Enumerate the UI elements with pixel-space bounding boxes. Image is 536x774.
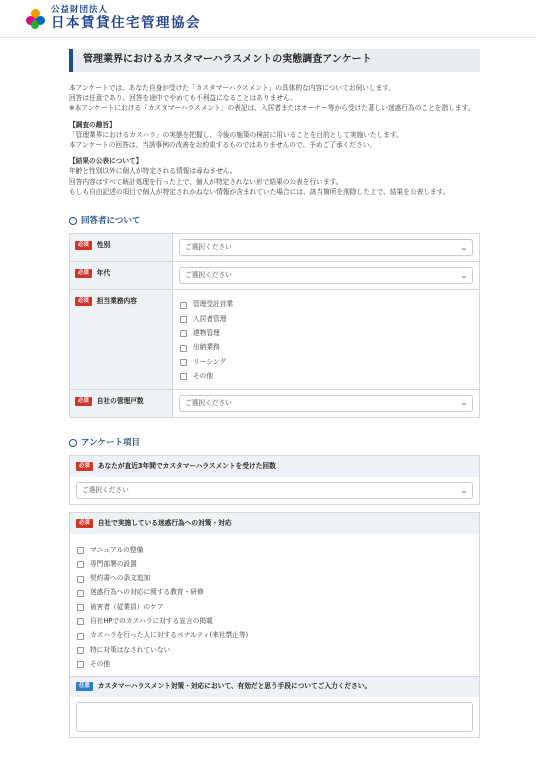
intro-text bbox=[69, 83, 480, 197]
required-badge: 必須 bbox=[76, 462, 93, 471]
checkbox-option[interactable] bbox=[77, 643, 473, 657]
field-input-cell bbox=[173, 234, 480, 262]
checkbox-option[interactable] bbox=[77, 543, 473, 557]
respondent-form bbox=[69, 233, 480, 418]
form-row-age bbox=[70, 262, 480, 290]
checkbox-option[interactable] bbox=[180, 327, 473, 341]
section-heading-survey bbox=[69, 437, 480, 449]
question-label: カスタマーハラスメント対策・対応において、有効だと思う手段についてご入力ください。 bbox=[97, 682, 372, 691]
question-label: 自社で実施している迷惑行為への対策・対応 bbox=[97, 518, 232, 527]
checkbox-option[interactable] bbox=[180, 370, 473, 384]
form-row-gender bbox=[70, 234, 480, 262]
form-row-duties bbox=[70, 290, 480, 390]
required-badge: 必須 bbox=[75, 241, 92, 250]
site-header bbox=[0, 0, 536, 38]
publish-text: もしも自由記述の項目で個人が特定されかねない情報が含まれていた場合には、該当箇所を削除した上で、結果を公表します。 bbox=[69, 187, 450, 196]
field-label: 年代 bbox=[96, 269, 111, 278]
checkbox-option[interactable] bbox=[180, 341, 473, 355]
purpose-heading: 【調査の趣旨】 bbox=[69, 120, 116, 129]
checkbox[interactable] bbox=[77, 661, 84, 668]
checkbox-option[interactable] bbox=[77, 558, 473, 572]
intro-paragraph: 回答は任意であり、回答を途中でやめても不利益になることはありません。 bbox=[69, 94, 297, 103]
question-body bbox=[70, 697, 479, 737]
checkbox-option[interactable] bbox=[77, 615, 473, 629]
checkbox[interactable] bbox=[180, 330, 187, 337]
logo-icon[interactable] bbox=[26, 9, 46, 29]
checkbox[interactable] bbox=[77, 561, 84, 568]
required-badge: 必須 bbox=[75, 397, 92, 406]
logo-title: 日本賃貸住宅管理協会 bbox=[51, 14, 201, 31]
checkbox[interactable] bbox=[77, 590, 84, 597]
checkbox-option[interactable] bbox=[180, 312, 473, 326]
required-badge: 必須 bbox=[75, 269, 92, 278]
chevron-down-icon: ⌄ bbox=[459, 486, 469, 495]
checkbox-option[interactable] bbox=[77, 586, 473, 600]
logo-text[interactable] bbox=[51, 6, 201, 30]
question-label: あなたが直近3年間でカスタマーハラスメントを受けた回数 bbox=[97, 461, 276, 470]
checkbox[interactable] bbox=[180, 302, 187, 309]
checkbox[interactable] bbox=[180, 359, 187, 366]
age-select[interactable] bbox=[179, 267, 473, 284]
question-block-q2 bbox=[69, 512, 480, 738]
option-label: 被害者（従業員）のケア bbox=[90, 602, 164, 611]
select-value: ご選択ください bbox=[185, 242, 232, 251]
option-label: 専門部署の設置 bbox=[90, 559, 137, 568]
select-value: ご選択ください bbox=[185, 270, 232, 279]
select-value: ご選択ください bbox=[185, 398, 232, 407]
option-label: 契約書への条文追加 bbox=[90, 574, 151, 583]
question-header bbox=[70, 513, 479, 534]
section-heading-respondent bbox=[69, 215, 480, 227]
chevron-down-icon: ⌄ bbox=[459, 399, 469, 408]
checkbox[interactable] bbox=[180, 373, 187, 380]
checkbox[interactable] bbox=[77, 647, 84, 654]
checkbox-option[interactable] bbox=[77, 629, 473, 643]
option-label: マニュアルの整備 bbox=[90, 545, 144, 554]
checkbox[interactable] bbox=[180, 316, 187, 323]
field-label: 性別 bbox=[96, 241, 111, 250]
option-label: 特に対策はなされていない bbox=[90, 645, 171, 654]
option-label: その他 bbox=[90, 659, 111, 668]
option-label: その他 bbox=[193, 371, 214, 380]
question-body bbox=[70, 477, 479, 504]
publish-heading: 【結果の公表について】 bbox=[69, 157, 143, 166]
intro-paragraph: 本アンケートでは、あなた自身が受けた「カスタマーハラスメント」の具体的な内容についてお伺いします。 bbox=[69, 84, 396, 92]
duties-checkbox-group bbox=[179, 295, 473, 384]
option-label: 自社HPでのカスハラに対する宣言の掲載 bbox=[90, 617, 213, 626]
purpose-text: 本アンケートの回答は、当該事例の改善をお約束するものではありませんので、予めご了承ください。 bbox=[69, 140, 377, 149]
checkbox[interactable] bbox=[77, 576, 84, 583]
survey-content bbox=[69, 49, 480, 738]
checkbox[interactable] bbox=[77, 618, 84, 625]
checkbox-option[interactable] bbox=[180, 298, 473, 312]
required-badge: 必須 bbox=[75, 297, 92, 306]
field-input-cell bbox=[173, 290, 480, 390]
checkbox-option[interactable] bbox=[77, 600, 473, 614]
chevron-down-icon: ⌄ bbox=[459, 243, 469, 252]
checkbox[interactable] bbox=[77, 633, 84, 640]
publish-text: 年齢と性別以外に個人が特定される情報は尋ねません。 bbox=[69, 167, 237, 176]
intro-note: ※本アンケートにおける「カスタマーハラスメント」の表記は、入居者またはオーナー等から受けた著しい迷惑行為のことを指します。 bbox=[69, 104, 475, 113]
page-title: 管理業界におけるカスタマーハラスメントの実態調査アンケート bbox=[69, 49, 480, 72]
option-label: 建物管理 bbox=[193, 329, 220, 338]
field-label-cell bbox=[70, 290, 173, 390]
field-input-cell bbox=[173, 389, 480, 417]
field-label-cell bbox=[70, 389, 173, 417]
measures-checkbox-group bbox=[76, 540, 473, 672]
logo-subtitle: 公益財団法人 bbox=[51, 5, 109, 16]
select-value: ご選択ください bbox=[82, 485, 129, 494]
optional-badge: 任意 bbox=[76, 682, 93, 691]
chevron-down-icon: ⌄ bbox=[459, 271, 469, 280]
circle-icon bbox=[69, 217, 77, 225]
effective-measures-textarea[interactable] bbox=[76, 702, 473, 732]
checkbox-option[interactable] bbox=[180, 355, 473, 369]
field-input-cell bbox=[173, 262, 480, 290]
checkbox-option[interactable] bbox=[77, 572, 473, 586]
section-title: 回答者について bbox=[81, 215, 141, 226]
field-label-cell bbox=[70, 234, 173, 262]
option-label: カスハラを行った人に対するペナルティ(来社禁止等) bbox=[90, 631, 249, 640]
form-row-units bbox=[70, 389, 480, 417]
field-label: 自社の管理戸数 bbox=[96, 396, 144, 405]
units-select[interactable] bbox=[179, 395, 473, 412]
question-header bbox=[70, 456, 479, 477]
circle-icon bbox=[69, 439, 77, 447]
field-label-cell bbox=[70, 262, 173, 290]
field-label: 担当業務内容 bbox=[96, 297, 137, 306]
option-label: 入居者管理 bbox=[193, 314, 227, 323]
question-header bbox=[70, 676, 479, 697]
checkbox[interactable] bbox=[77, 547, 84, 554]
option-label: 出納業務 bbox=[193, 343, 220, 352]
harassment-count-select[interactable] bbox=[76, 482, 473, 499]
option-label: リーシング bbox=[193, 357, 227, 366]
publish-text: 回答内容はすべて統計処理を行った上で、個人が特定されない形で結果の公表を行います。 bbox=[69, 177, 343, 186]
section-title: アンケート項目 bbox=[81, 437, 140, 448]
required-badge: 必須 bbox=[76, 519, 93, 528]
gender-select[interactable] bbox=[179, 239, 473, 256]
question-body bbox=[70, 534, 479, 676]
option-label: 迷惑行為への対応に関する教育・研修 bbox=[90, 588, 204, 597]
checkbox-option[interactable] bbox=[77, 658, 473, 672]
purpose-text: 「管理業界におけるカスハラ」の実態を把握し、今後の施策の検討に用いることを目的として実施いたします。 bbox=[69, 130, 403, 139]
checkbox[interactable] bbox=[180, 345, 187, 352]
checkbox[interactable] bbox=[77, 604, 84, 611]
question-block-q1 bbox=[69, 455, 480, 505]
option-label: 管理受託営業 bbox=[193, 300, 234, 309]
